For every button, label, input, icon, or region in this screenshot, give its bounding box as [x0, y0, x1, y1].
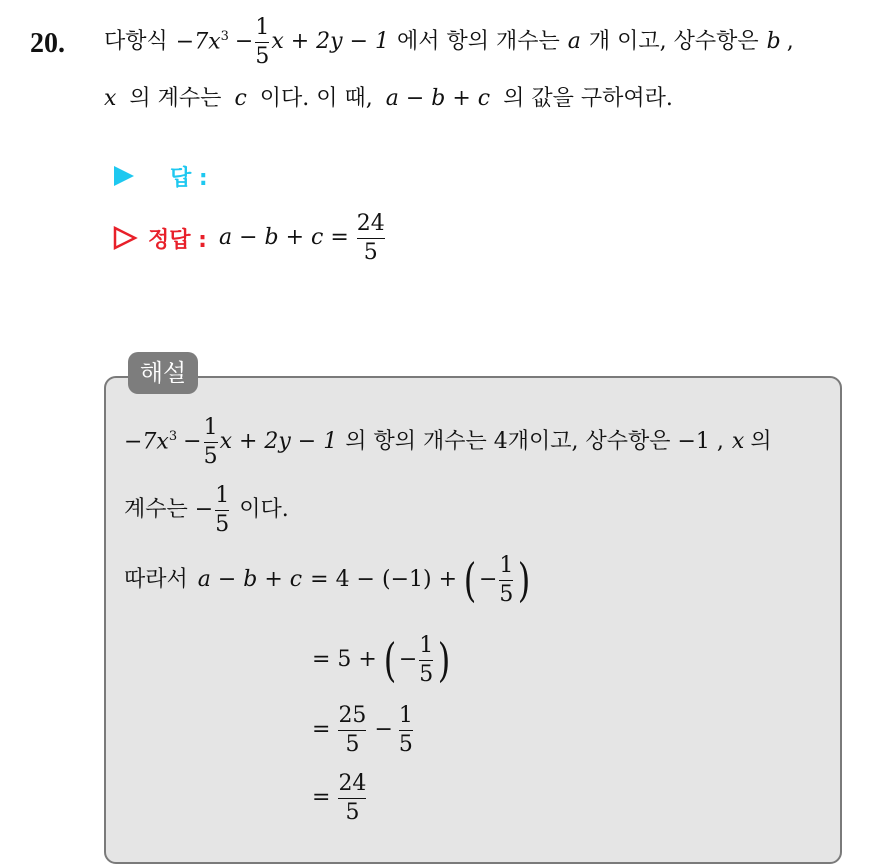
question-text-5: 의 값을 구하여라. — [503, 86, 673, 111]
fraction-result: $\frac{24}{5}$ — [338, 771, 367, 825]
negative-sign: − — [398, 647, 418, 672]
expression-abc: a − b + c — [385, 86, 491, 111]
exp-line-2-end: 이다. — [239, 497, 289, 522]
expression-abc: a − b + c — [197, 567, 303, 592]
question-number: 20. — [30, 28, 65, 59]
variable-b: b — [766, 29, 781, 54]
question-text-2: 개 이고, 상수항은 — [588, 29, 759, 54]
polynomial-term-1: $-7x^3$ — [175, 29, 229, 55]
comma: , — [786, 29, 794, 54]
exp-line-3-eq: = 4 − (−1) + — [310, 567, 458, 592]
minus-sign: − — [234, 29, 254, 54]
correct-answer-label: 정답 : — [148, 227, 207, 253]
exp-line-6-eq: = — [312, 785, 331, 810]
answer-label: 답 : — [170, 165, 208, 191]
correct-answer-fraction: $\frac{24}{5}$ — [356, 211, 385, 265]
question-line-2 — [104, 88, 673, 110]
explanation-line-5 — [312, 698, 415, 762]
exp-line-1-text: 의 항의 개수는 4개이고, 상수항은 −1 , — [345, 429, 724, 454]
variable-c: c — [234, 86, 247, 111]
variable-a: a — [567, 29, 581, 54]
exp-term-1: $-7x^3$ — [124, 429, 178, 455]
variable-x: x — [731, 429, 745, 454]
right-paren: ) — [518, 553, 531, 607]
correct-answer-expression: a − b + c = — [218, 225, 349, 250]
negative-sign: − — [478, 567, 498, 592]
exp-line-3-lead: 따라서 — [124, 567, 188, 592]
fraction-one-fifth: $\frac{1}{5}$ — [215, 483, 230, 537]
explanation-line-3 — [124, 548, 533, 612]
question-text-1: 에서 항의 개수는 — [397, 29, 560, 54]
explanation-line-2 — [124, 478, 289, 542]
outline-arrow-icon — [112, 225, 138, 251]
exp-polynomial-rest: x + 2y − 1 — [219, 429, 338, 454]
question-text-3: 의 계수는 — [129, 86, 222, 111]
exp-line-1-end: 의 — [750, 429, 772, 454]
answer-row — [112, 162, 208, 190]
exp-line-5-eq: = — [312, 717, 331, 742]
question-text-4: 이다. 이 때, — [259, 86, 373, 111]
exp-line-2-text: 계수는 − — [124, 497, 214, 522]
variable-x: x — [104, 86, 117, 111]
fraction-one-fifth: $\frac{1}{5}$ — [398, 703, 413, 757]
explanation-tag: 해설 — [128, 352, 198, 394]
fraction-one-fifth: $\frac{1}{5}$ — [499, 553, 514, 607]
fraction-one-fifth: $\frac{1}{5}$ — [203, 415, 218, 469]
explanation-line-4 — [312, 628, 453, 692]
exp-line-4-eq: = 5 + — [312, 647, 377, 672]
minus-sign: − — [374, 717, 393, 742]
question-line-1 — [104, 10, 794, 74]
play-arrow-icon — [112, 164, 136, 188]
polynomial-rest: x + 2y − 1 — [271, 29, 389, 54]
question-intro: 다항식 — [104, 29, 168, 54]
fraction-one-fifth: $\frac{1}{5}$ — [419, 633, 434, 687]
left-paren: ( — [463, 553, 477, 607]
explanation-line-1 — [124, 410, 772, 474]
left-paren: ( — [383, 633, 397, 687]
correct-answer-row — [112, 206, 387, 270]
explanation-line-6 — [312, 766, 368, 830]
fraction-twenty-five-fifths: $\frac{25}{5}$ — [338, 703, 367, 757]
fraction-one-fifth: $\frac{1}{5}$ — [255, 15, 270, 69]
minus-sign: − — [183, 429, 202, 454]
right-paren: ) — [437, 633, 451, 687]
